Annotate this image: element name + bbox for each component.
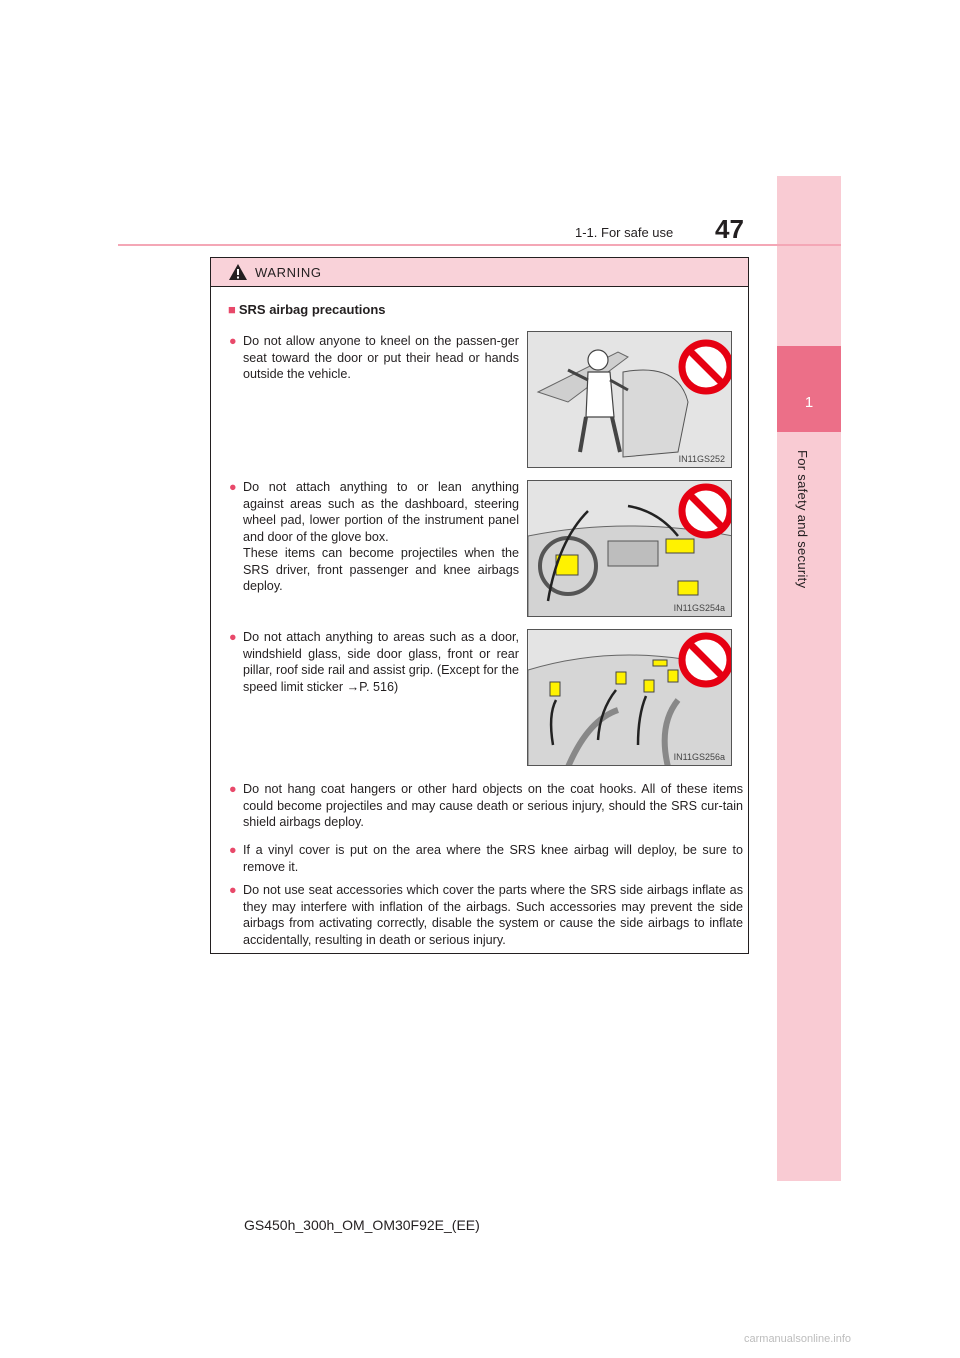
side-tab <box>777 176 841 1181</box>
list-item: ● If a vinyl cover is put on the area where the SRS knee airbag will deploy, be sure to remove it. <box>229 843 743 874</box>
figure-code: IN11GS256a <box>673 752 725 762</box>
list-item: ● Do not hang coat hangers or other hard objects on the coat hooks. All of these items could become projectiles and may cause death or serious injury, should the SRS cur-tain shield airbags deploy. <box>229 782 743 829</box>
list-item: ● Do not attach anything to areas such as a door, windshield glass, side door glass, front or rear pillar, roof side rail and assist grip. (Except for the speed limit sticker →P. 516) <box>229 630 519 694</box>
list-item: ● Do not use seat accessories which cover the parts where the SRS side airbags inflate as they may interfere with inflation of the airbags. Such accessories may prevent the side airbags from activating correctly, disable the system or cause the side airbags to inflate accidentally, resulting in death or serious injury. <box>229 883 743 947</box>
watermark: carmanualsonline.info <box>744 1333 852 1345</box>
warning-title: WARNING <box>255 265 322 280</box>
list-item: ● Do not attach anything to or lean anything against areas such as the dashboard, steering wheel pad, lower portion of the instrument panel and door of the glove box. These items can become projectiles when the SRS driver, front passenger and knee airbags deploy. <box>229 480 519 593</box>
warning-triangle-icon <box>229 264 247 280</box>
bullet-icon: ● <box>229 334 237 348</box>
square-bullet-icon: ■ <box>228 302 236 317</box>
list-item: ● Do not allow anyone to kneel on the passen-ger seat toward the door or put their head or hands outside the vehicle. <box>229 334 519 381</box>
figure-code: IN11GS252 <box>678 454 725 464</box>
chapter-number-tab[interactable] <box>777 346 841 432</box>
section-title: 1-1. For safe use <box>575 225 674 240</box>
chapter-number: 1 <box>804 394 814 411</box>
bullet-icon: ● <box>229 782 237 796</box>
warning-header <box>211 258 748 287</box>
bullet-icon: ● <box>229 883 237 897</box>
bullet-icon: ● <box>229 843 237 857</box>
warning-box <box>210 257 749 954</box>
figure-passenger-seat <box>527 331 732 468</box>
bullet-icon: ● <box>229 480 237 494</box>
bullet-icon: ● <box>229 630 237 644</box>
footer-model-code: GS450h_300h_OM_OM30F92E_(EE) <box>244 1217 480 1233</box>
header-divider <box>118 244 841 246</box>
figure-interior <box>527 629 732 766</box>
figure-code: IN11GS254a <box>673 603 725 613</box>
warning-section-title: ■ SRS airbag precautions <box>228 302 386 317</box>
figure-dashboard <box>527 480 732 617</box>
chapter-title: For safety and security <box>795 450 810 589</box>
page-number: 47 <box>715 214 744 244</box>
